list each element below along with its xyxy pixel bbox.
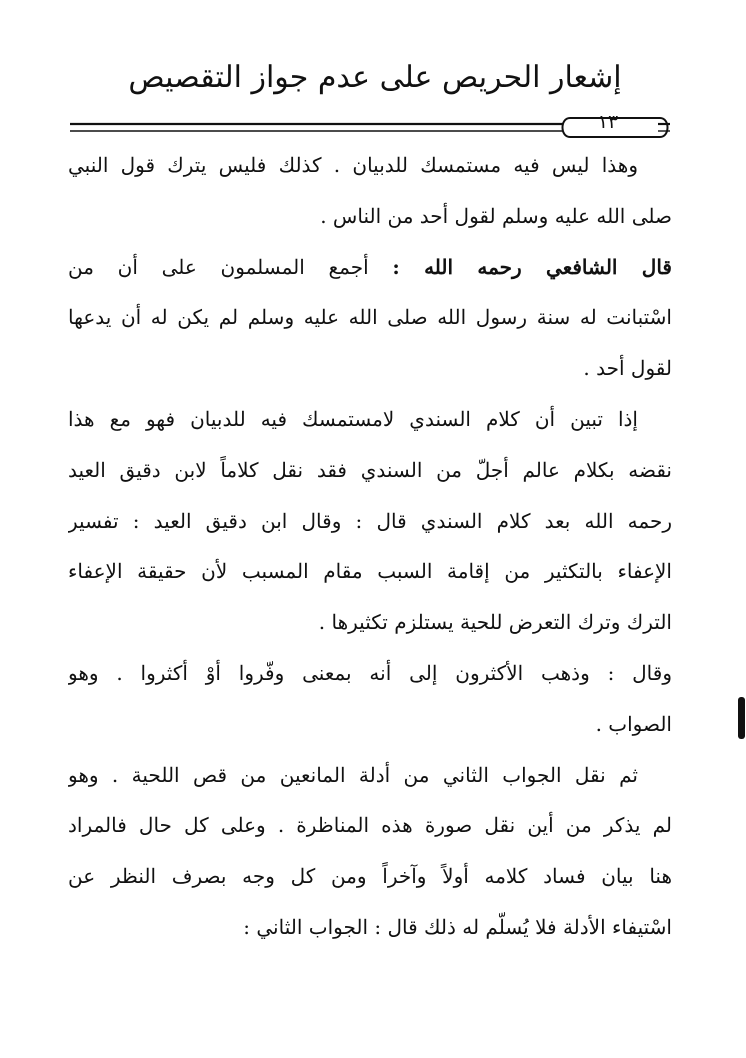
text-line-rest: أجمع المسلمون على أن من	[68, 254, 369, 279]
paragraph-2	[68, 242, 672, 394]
text-line: اسْتبانت له سنة رسول الله صلى الله عليه وسلم لم يكن له أن يدعها	[68, 305, 672, 330]
text-line: ثم نقل الجواب الثاني من أدلة المانعين من قص اللحية . وهو	[68, 762, 638, 787]
text-line: الإعفاء بالتكثير من إقامة السبب مقام المسبب لأن حقيقة الإعفاء	[68, 559, 672, 584]
text-line: الترك وترك التعرض للحية يستلزم تكثيرها .	[318, 610, 672, 635]
text-line: وهذا ليس فيه مستمسك للدبيان . كذلك فليس يترك قول النبي	[68, 153, 638, 177]
text-line: لقول أحد .	[583, 356, 672, 381]
text-line: إذا تبين أن كلام السندي لامستمسك فيه للدبيان فهو مع هذا	[68, 406, 638, 431]
quote-attribution: قال الشافعي رحمه الله :	[392, 254, 672, 279]
text-line: هنا بيان فساد كلامه أولاً وآخراً ومن كل وجه بصرف النظر عن	[68, 864, 672, 889]
body-text	[68, 140, 672, 953]
text-line	[68, 242, 672, 293]
text-line: الصواب .	[595, 711, 672, 736]
paragraph-1	[68, 140, 672, 242]
text-line: صلى الله عليه وسلم لقول أحد من الناس .	[320, 203, 672, 228]
text-line: رحمه الله بعد كلام السندي قال : وقال ابن دقيق العيد : تفسير	[68, 508, 672, 533]
paragraph-4	[68, 648, 672, 750]
text-line: اسْتيفاء الأدلة فلا يُسلّم له ذلك قال : الجواب الثاني :	[243, 914, 672, 939]
scan-edge-mark	[738, 697, 745, 739]
paragraph-3	[68, 394, 672, 648]
text-line: لم يذكر من أين نقل صورة هذه المناظرة . وعلى كل حال فالمراد	[68, 813, 672, 838]
paragraph-5	[68, 750, 672, 953]
text-line: نقضه بكلام عالم أجلّ من السندي فقد نقل كلاماً لابن دقيق العيد	[68, 457, 672, 482]
page-number: ١٣	[597, 111, 619, 133]
text-line: وقال : وذهب الأكثرون إلى أنه بمعنى وفّروا أوْ أكثروا . وهو	[68, 660, 672, 685]
running-title: إشعار الحريص على عدم جواز التقصيص	[128, 60, 622, 95]
